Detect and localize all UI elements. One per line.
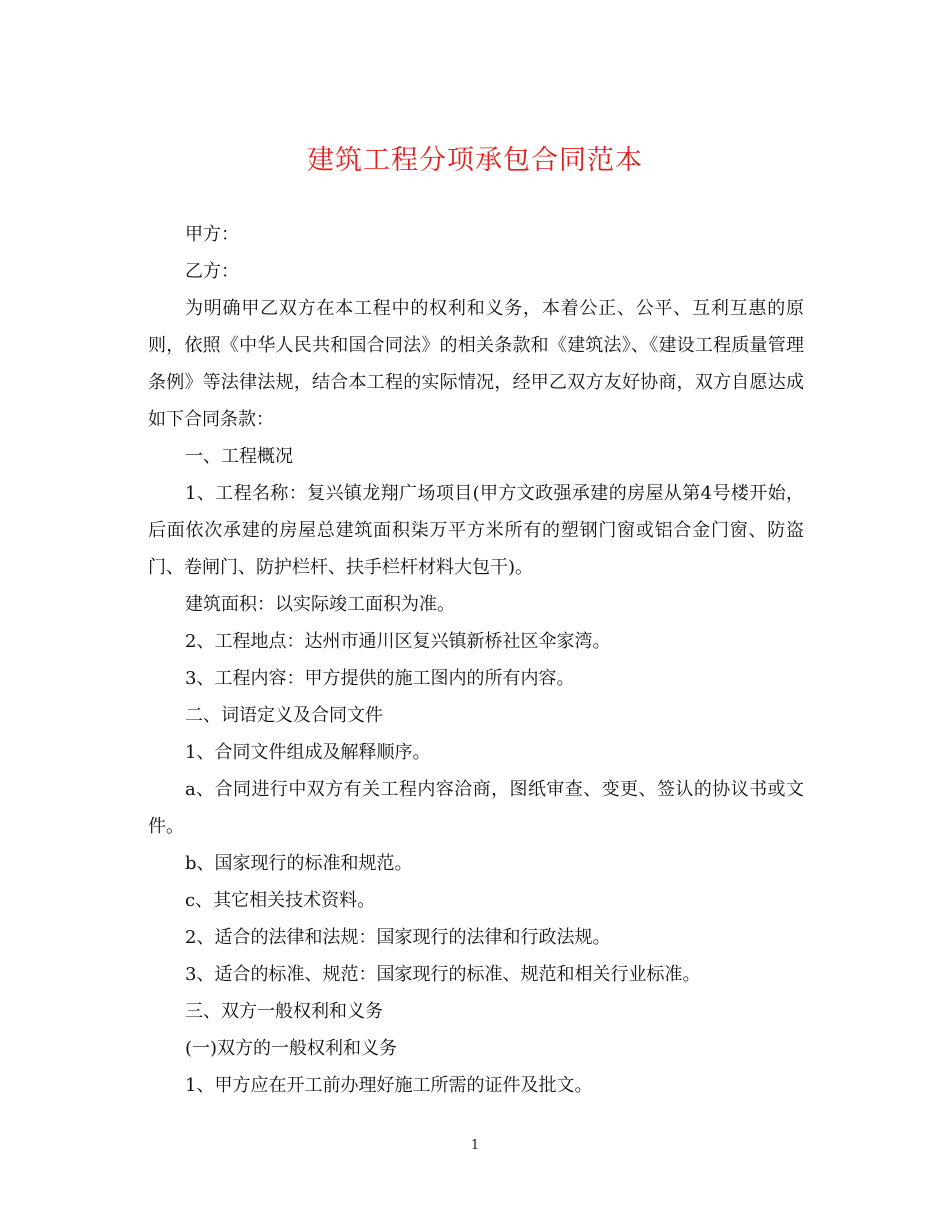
paragraph-laws: 2、适合的法律和法规：国家现行的法律和行政法规。 [185, 927, 611, 948]
section-heading-1: 一、工程概况 [185, 446, 293, 467]
paragraph-building-area: 建筑面积：以实际竣工面积为准。 [185, 594, 455, 615]
page-number: 1 [470, 1138, 480, 1153]
paragraph-project-content: 3、工程内容：甲方提供的施工图内的所有内容。 [185, 668, 575, 689]
section-heading-2: 二、词语定义及合同文件 [185, 705, 383, 726]
paragraph-party-b: 乙方： [185, 261, 239, 282]
paragraph-party-a: 甲方： [185, 224, 239, 245]
section-heading-3: 三、双方一般权利和义务 [185, 1001, 383, 1022]
subsection-heading-1: (一)双方的一般权利和义务 [185, 1038, 398, 1059]
paragraph-item-a: a、合同进行中双方有关工程内容洽商，图纸审查、变更、签认的协议书或文件。 [148, 779, 804, 837]
paragraph-project-location: 2、工程地点：达州市通川区复兴镇新桥社区伞家湾。 [185, 631, 611, 652]
paragraph-standards: 3、适合的标准、规范：国家现行的标准、规范和相关行业标准。 [185, 964, 701, 985]
document-title: 建筑工程分项承包合同范本 [307, 145, 643, 176]
paragraph-item-c: c、其它相关技术资料。 [185, 890, 376, 911]
paragraph-preamble: 为明确甲乙双方在本工程中的权利和义务，本着公正、公平、互利互惠的原则，依照《中华人民共和国合同法》的相关条款和《建筑法》、《建设工程质量管理条例》等法律法规，结合本工程的实际情况，经甲乙双方友好协商，双方自愿达成如下合同条款： [148, 298, 804, 430]
paragraph-party-a-permits: 1、甲方应在开工前办理好施工所需的证件及批文。 [185, 1075, 593, 1096]
paragraph-project-name: 1、工程名称：复兴镇龙翔广场项目(甲方文政强承建的房屋从第4号楼开始，后面依次承建的房屋总建筑面积柒万平方米所有的塑钢门窗或铝合金门窗、防盗门、卷闸门、防护栏杆、扶手栏杆材料大包干)。 [148, 483, 804, 578]
paragraph-contract-docs: 1、合同文件组成及解释顺序。 [185, 742, 431, 763]
paragraph-item-b: b、国家现行的标准和规范。 [185, 853, 413, 874]
document-body [148, 216, 804, 1104]
